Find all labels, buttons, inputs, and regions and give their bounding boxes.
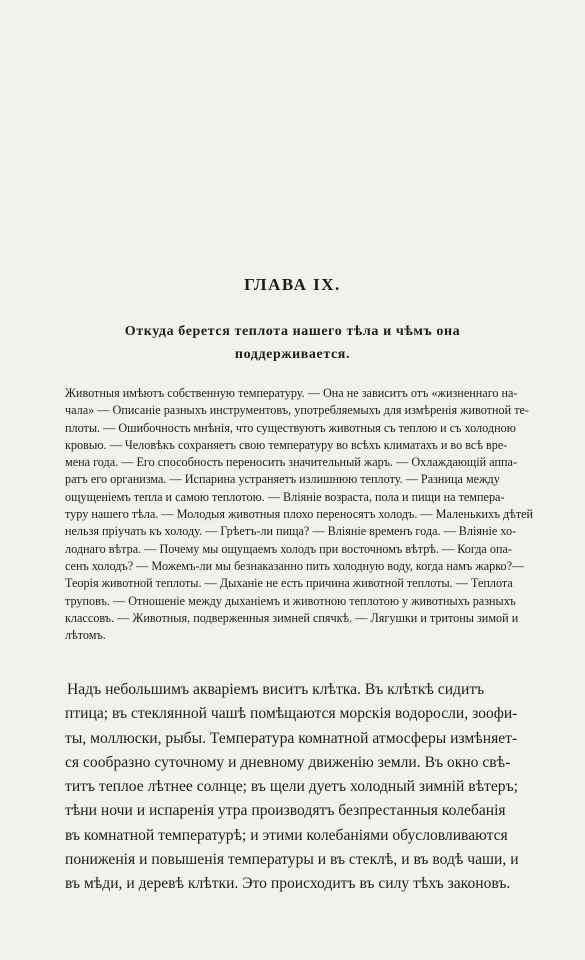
- summary-line: лѣтомъ.: [65, 628, 106, 643]
- body-line: титъ теплое лѣтнее солнце; въ щели дуетъ холодный зимній вѣтеръ;: [65, 778, 518, 796]
- summary-line: лоднаго вѣтра. — Почему мы ощущаемъ холодъ при восточномъ вѣтрѣ. — Когда опа-: [65, 541, 512, 556]
- body-line: птица; въ стеклянной чашѣ помѣщаются морскія водоросли, зоофи-: [65, 705, 518, 723]
- summary-line: сенъ холодъ? — Можемъ-ли мы безнаказанно пить холодную воду, когда намъ жарко?—: [65, 558, 525, 573]
- body-line: тѣни ночи и испаренія утра производятъ безпрестанныя колебанія: [65, 802, 506, 820]
- summary-line: туру нашего тѣла. — Молодыя животныя плохо переносятъ холодъ. — Маленькихъ дѣтей: [65, 507, 534, 522]
- chapter-summary: [65, 385, 542, 644]
- summary-line: классовъ. — Животныя, подверженныя зимней спячкѣ. — Лягушки и тритоны зимой и: [65, 610, 519, 625]
- summary-line: ощущеніемъ тепла и самою теплотою. — Вліяніе возраста, пола и пищи на темпера-: [65, 489, 505, 504]
- summary-line: труповъ. — Отношеніе между дыханіемъ и животною теплотою у животныхъ разныхъ: [65, 593, 516, 608]
- summary-line: чала» — Описаніе разныхъ инструментовъ, употребляемыхъ для измѣренія животной те-: [65, 403, 529, 418]
- body-line: ся сообразно суточному и дневному движенію земли. Въ окно свѣ-: [65, 753, 511, 771]
- chapter-title-line: поддерживается.: [234, 347, 351, 362]
- chapter-title-line: Откуда берется теплота нашего тѣла и чѣмъ она: [124, 324, 461, 339]
- chapter-heading: ГЛАВА IX.: [244, 275, 341, 294]
- body-line: Надъ небольшимъ акваріемъ виситъ клѣтка. Въ клѣткѣ сидитъ: [67, 681, 485, 698]
- summary-line: Теорія животной теплоты. — Дыханіе не есть причина животной теплоты. — Теплота: [65, 576, 513, 591]
- body-paragraph: [65, 678, 542, 897]
- summary-line: плоты. — Ошибочность мнѣнія, что существуютъ животныя съ теплою и съ холодною: [65, 420, 516, 435]
- body-line: ты, моллюски, рыбы. Температура комнатной атмосферы измѣняет-: [65, 729, 518, 747]
- summary-line: мена года. — Его способность переносить значительный жаръ. — Охлаждающій аппа-: [65, 455, 518, 470]
- summary-line: нельзя пріучать къ холоду. — Грѣетъ-ли пища? — Вліяніе временъ года. — Вліяніе хо-: [65, 524, 517, 539]
- body-line: въ мѣди, и деревѣ клѣтки. Это происходитъ въ силу тѣхъ законовъ.: [65, 875, 511, 893]
- body-line: въ комнатной температурѣ; и этими колебаніями обусловливаются: [65, 826, 508, 844]
- summary-line: Животныя имѣютъ собственную температуру. — Она не зависитъ отъ «жизненнаго на-: [65, 386, 518, 400]
- body-line: пониженія и повышенія температуры и въ стеклѣ, и въ водѣ чаши, и: [65, 851, 519, 869]
- summary-line: ратъ его организма. — Испарина устраняетъ излишнюю теплоту. — Разница между: [65, 472, 500, 487]
- summary-line: кровью. — Человѣкъ сохраняетъ свою температуру во всѣхъ климатахъ и во всѣ вре-: [65, 437, 508, 452]
- chapter-title: [60, 320, 525, 366]
